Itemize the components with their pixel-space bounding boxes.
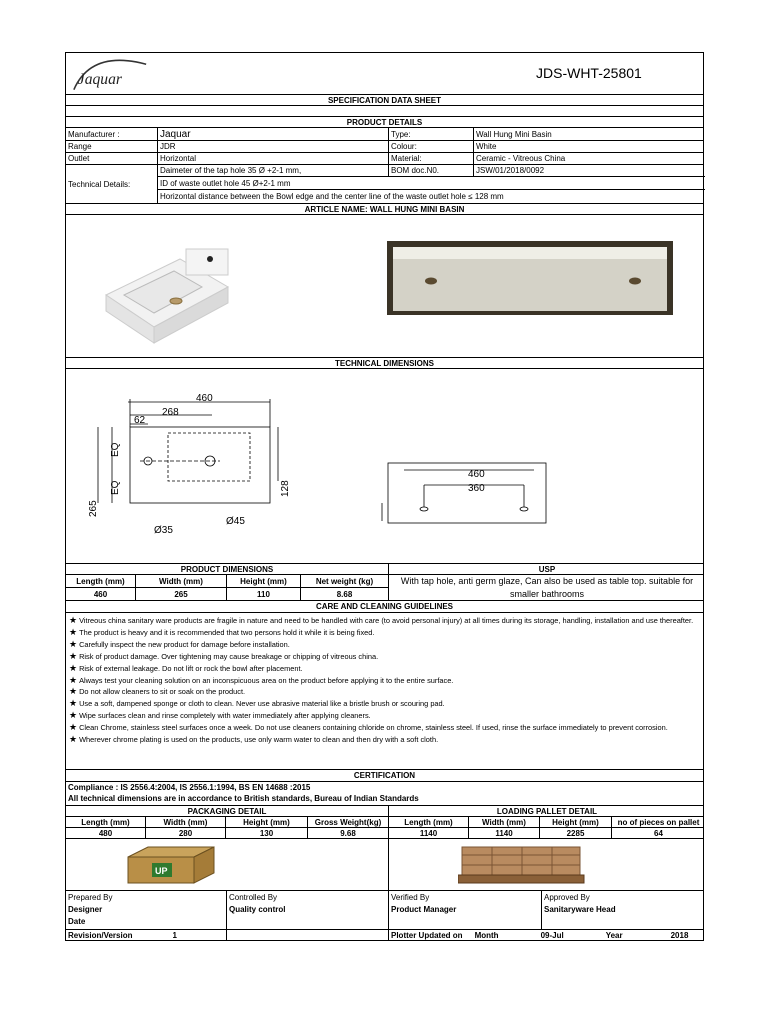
approved-cell: [542, 891, 705, 929]
pl-width: 1140: [469, 828, 540, 838]
signoff-row: [66, 891, 703, 930]
pd-width: 265: [136, 588, 227, 601]
usp-title: USP: [538, 564, 556, 574]
dim-62: 62: [134, 415, 146, 426]
star-icon: ★: [69, 626, 78, 637]
type-label: Type:: [389, 128, 474, 140]
revision-value: 1: [172, 930, 177, 940]
care-item: ★ Risk of product damage. Over tightening may cause breakage or chipping of vitreous china.: [69, 650, 379, 661]
hole-45-label: Ø45: [226, 516, 245, 527]
pl-header-width: Width (mm): [469, 817, 540, 827]
dims-usp-title-row: [66, 564, 703, 575]
care-item: ★ The product is heavy and it is recommended that two persons hold it while it is being fixed.: [69, 626, 375, 637]
tech-dims-title: TECHNICAL DIMENSIONS: [66, 358, 703, 369]
product-details-title: PRODUCT DETAILS: [66, 117, 703, 128]
doc-code: JDS-WHT-25801: [536, 65, 642, 81]
carton-label: UP: [155, 866, 168, 876]
year-value: 2018: [670, 930, 689, 940]
controlled-cell: [227, 891, 389, 929]
dim-128: 128: [280, 480, 291, 497]
bom-value: JSW/01/2018/0092: [474, 165, 705, 177]
pd-weight: 8.68: [301, 588, 389, 601]
prepared-cell: [66, 891, 227, 929]
dim-eq-1: EQ: [110, 442, 121, 457]
pl-header-pieces: no of pieces on pallet: [617, 817, 700, 827]
approved-label: Approved By: [544, 893, 590, 902]
colour-value: White: [476, 142, 497, 151]
pk-header-width: Width (mm): [146, 817, 226, 827]
date-label: Date: [68, 917, 86, 926]
month-value: 09-Jul: [540, 930, 564, 940]
verified-cell: [389, 891, 542, 929]
dim-460-top: 460: [196, 393, 213, 404]
pd-length: 460: [66, 588, 136, 601]
hole-35-label: Ø35: [154, 525, 173, 536]
revision-label: Revision/Version: [68, 930, 133, 940]
bom-label: BOM doc.N0.: [389, 165, 474, 177]
care-item: ★ Do not allow cleaners to sit or soak on the product.: [69, 686, 246, 697]
star-icon: ★: [69, 615, 78, 625]
technical-label: Technical Details:: [66, 165, 158, 203]
outlet-label: Outlet: [66, 153, 158, 164]
care-item: ★ Wherever chrome plating is used on the products, use only warm water to clean and then dry with a soft cloth.: [69, 734, 439, 745]
basin-back-image: [387, 241, 673, 315]
verified-label: Verified By: [391, 893, 430, 902]
star-icon: ★: [69, 650, 78, 661]
verified-value: Product Manager: [391, 905, 457, 914]
approved-value: Sanitaryware Head: [544, 905, 616, 914]
star-icon: ★: [69, 734, 78, 745]
pk-header-length: Length (mm): [66, 817, 146, 827]
pk-height: 130: [226, 828, 308, 838]
star-icon: ★: [69, 710, 78, 721]
pl-pieces: 64: [654, 828, 663, 838]
pl-header-length: Length (mm): [389, 817, 469, 827]
compliance-line: Compliance : IS 2556.4:2004, IS 2556.1:1994, BS EN 14688 :2015: [68, 783, 311, 792]
star-icon: ★: [69, 722, 78, 733]
basin-front-image: [102, 231, 232, 349]
star-icon: ★: [69, 674, 78, 685]
spec-sheet: [65, 52, 704, 941]
controlled-label: Controlled By: [229, 893, 278, 902]
pl-header-height: Height (mm): [540, 817, 612, 827]
bowl-distance-spec: Horizontal distance between the Bowl edge and the center line of the waste outlet hole ≤ 128 mm: [160, 192, 504, 201]
usp-text: With tap hole, anti germ glaze, Can also be used as table top. suitable for smaller bathrooms: [400, 575, 694, 599]
pd-header-length: Length (mm): [66, 575, 136, 588]
pk-header-weight: Gross Weight(kg): [308, 817, 389, 827]
prepared-value: Designer: [68, 905, 103, 914]
manufacturer-value: Jaquar: [158, 128, 389, 140]
care-item: ★ Clean Chrome, stainless steel surfaces once a week. Do not use cleaners containing chloride on chrome, stainless steel. If used, rinse the surface immediately to prevent corrosion.: [69, 722, 668, 733]
plotter-label: Plotter Updated on: [391, 930, 463, 940]
range-label: Range: [66, 141, 158, 152]
carton-box-icon: [126, 845, 216, 885]
care-item: ★ Risk of external leakage. Do not lift or rock the bowl after placement.: [69, 662, 303, 673]
star-icon: ★: [69, 686, 78, 697]
technical-details-block: [66, 165, 703, 203]
manufacturer-label: Manufacturer :: [66, 128, 158, 140]
drawing-row: [66, 369, 703, 564]
detail-row-2: [66, 141, 703, 153]
footer-empty-cell: [227, 930, 389, 940]
jaquar-logo-icon: [68, 54, 152, 94]
care-item: ★ Use a soft, dampened sponge or cloth to clean. Never use abrasive material like a bristle brush or scouring pad.: [69, 698, 445, 709]
certification-body: [66, 782, 703, 806]
technical-drawing: [66, 369, 705, 564]
pd-header-width: Width (mm): [136, 575, 227, 588]
pd-header-weight: Net weight (kg): [301, 575, 389, 588]
pack-pallet-title-row: [66, 806, 703, 817]
care-item: ★ Vitreous china sanitary ware products are fragile in nature and need to be handled with care (to avoid personal injury) at all times during its storage, handling, installation and use thereafter.: [69, 615, 694, 625]
product-dims-title: PRODUCT DIMENSIONS: [66, 564, 389, 574]
spec-title: SPECIFICATION DATA SHEET: [66, 95, 703, 106]
dim-360-side: 360: [468, 483, 485, 494]
pack-pallet-value-row: [66, 828, 703, 839]
pk-weight: 9.68: [308, 828, 389, 838]
article-title: ARTICLE NAME: WALL HUNG MINI BASIN: [66, 203, 703, 215]
care-item: ★ Always test your cleaning solution on an inconspicuous area on the product before applying it to the entire surface.: [69, 674, 454, 685]
spacer-row: [66, 106, 703, 117]
dim-eq-2: EQ: [110, 480, 121, 495]
plotter-cell: [389, 930, 705, 940]
pack-pallet-image-row: [66, 839, 703, 891]
year-label: Year: [605, 930, 623, 940]
dims-usp-body: [66, 575, 703, 601]
outlet-value: Horizontal: [158, 153, 389, 164]
packaging-title: PACKAGING DETAIL: [66, 806, 389, 816]
dim-265: 265: [88, 500, 99, 517]
dim-268: 268: [162, 407, 179, 418]
material-label: Material:: [389, 153, 474, 164]
pk-length: 480: [66, 828, 146, 838]
star-icon: ★: [69, 638, 78, 649]
prepared-label: Prepared By: [68, 893, 113, 902]
pallet-image: [458, 843, 586, 887]
star-icon: ★: [69, 662, 78, 673]
pallet-title: LOADING PALLET DETAIL: [496, 806, 598, 816]
controlled-value: Quality control: [229, 905, 286, 914]
pk-header-height: Height (mm): [226, 817, 308, 827]
certification-title: CERTIFICATION: [66, 770, 703, 782]
brand-logo: [66, 53, 154, 94]
material-value: Ceramic - Vitreous China: [476, 154, 566, 163]
standards-line: All technical dimensions are in accordance to British standards, Bureau of Indian Standards: [68, 794, 419, 803]
care-item: ★ Carefully inspect the new product for damage before installation.: [69, 638, 290, 649]
tap-hole-spec: Daimeter of the tap hole 35 Ø +2-1 mm,: [158, 165, 389, 177]
care-item: ★ Wipe surfaces clean and rinse completely with water immediately after applying cleaners.: [69, 710, 371, 721]
care-title: CARE AND CLEANING GUIDELINES: [66, 601, 703, 613]
star-icon: ★: [69, 698, 78, 709]
pd-header-height: Height (mm): [227, 575, 301, 588]
detail-row-3: [66, 153, 703, 165]
pk-width: 280: [146, 828, 226, 838]
detail-row-1: [66, 128, 703, 141]
care-list: [66, 613, 703, 770]
brand-name: Jaquar: [77, 70, 123, 88]
carton-cell: [66, 839, 389, 890]
pl-length: 1140: [389, 828, 469, 838]
photo-row: [66, 215, 703, 358]
header-row: [66, 53, 703, 95]
dim-460-side: 460: [468, 469, 485, 480]
pack-pallet-header-row: [66, 817, 703, 828]
revision-cell: [66, 930, 227, 940]
footer-row: [66, 930, 703, 940]
colour-label: Colour:: [389, 141, 474, 152]
month-label: Month: [474, 930, 499, 940]
waste-outlet-spec: ID of waste outlet hole 45 Ø+2-1 mm: [158, 177, 705, 190]
pd-height: 110: [227, 588, 301, 601]
range-value: JDR: [158, 141, 389, 152]
type-value: Wall Hung Mini Basin: [476, 129, 552, 139]
pl-height: 2285: [540, 828, 612, 838]
